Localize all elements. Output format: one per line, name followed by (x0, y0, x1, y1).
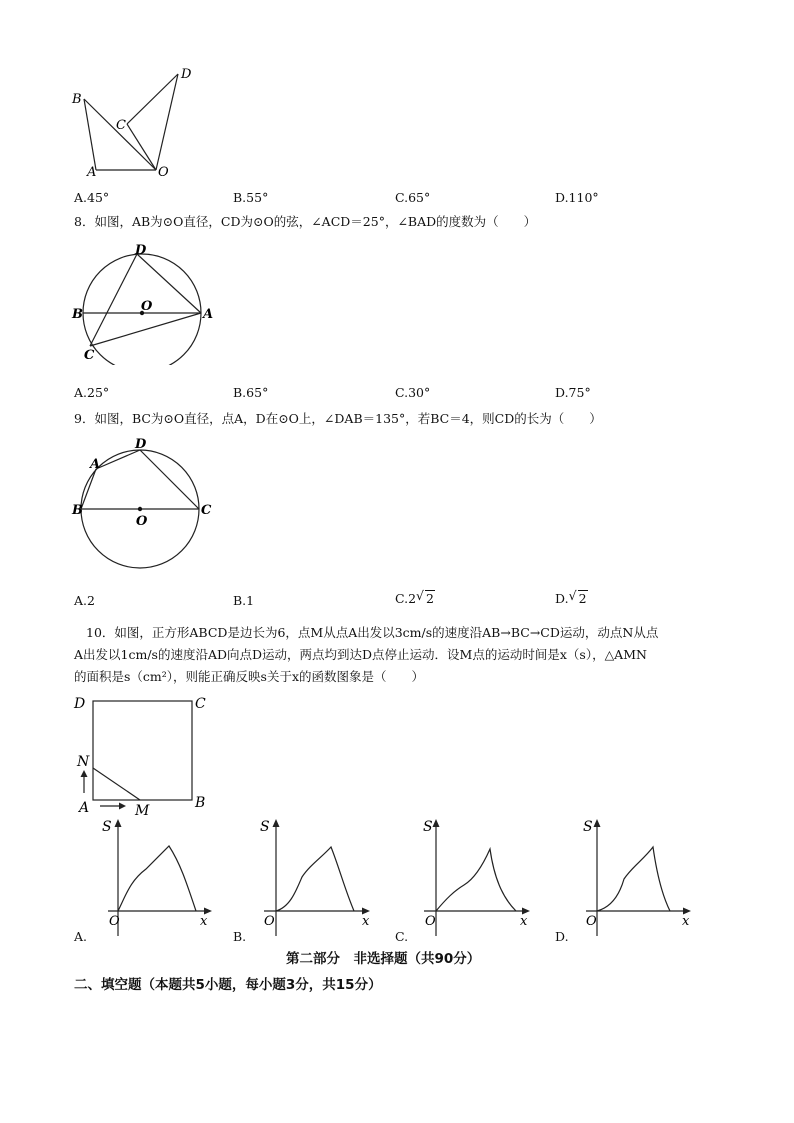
q8-text: 如图，AB为⊙O直径，CD为⊙O的弦，∠ACD＝25°，∠BAD的度数为（ ） (94, 214, 537, 229)
q9-option-d-label: D. (555, 591, 569, 606)
q9-option-b[interactable]: B.1 (233, 593, 255, 608)
section2-heading: 二、填空题（本题共5小题，每小题3分，共15分） (74, 977, 382, 993)
q10-number: 10． (86, 625, 115, 640)
graph-label-s: S (583, 819, 593, 835)
q8-option-c[interactable]: C.30° (395, 385, 431, 400)
q9-option-a[interactable]: A.2 (74, 593, 95, 608)
q9-label-c: C (201, 503, 212, 518)
q10-graph-b-curve (276, 847, 354, 911)
q10-option-c[interactable]: C. (395, 929, 409, 944)
right-arrow-icon (119, 803, 126, 810)
q10-line-3: 的面积是s（cm²），则能正确反映s关于x的函数图象是（ ） (74, 669, 424, 684)
q9-number: 9． (74, 411, 95, 426)
q10-label-a: A (79, 800, 90, 816)
up-arrow-icon (273, 819, 280, 827)
up-arrow-icon (115, 819, 122, 827)
q10-option-d[interactable]: D. (555, 929, 569, 944)
graph-label-o: O (425, 914, 436, 929)
part2-heading: 第二部分 非选择题（共90分） (286, 951, 481, 967)
q7-option-b[interactable]: B.55° (233, 190, 269, 205)
q9-chord-dc (140, 450, 199, 509)
up-arrow-icon (594, 819, 601, 827)
sqrt-symbol: √ 2 (568, 588, 587, 606)
up-arrow-icon (81, 770, 88, 777)
q10-graph-d (572, 815, 702, 940)
up-arrow-icon (433, 819, 440, 827)
q10-option-b[interactable]: B. (233, 929, 247, 944)
q10-graph-d-curve (597, 847, 670, 911)
q10-label-n: N (77, 754, 90, 770)
q10-line-1-text: 如图，正方形ABCD是边长为6，点M从点A出发以3cm/s的速度沿AB→BC→CD运动，动点N从点 (114, 625, 659, 640)
q10-square-figure (70, 690, 220, 820)
q10-segment-nm (93, 768, 140, 800)
q8-number: 8． (74, 214, 95, 229)
q8-option-a[interactable]: A.25° (74, 385, 110, 400)
q7-option-a[interactable]: A.45° (74, 190, 110, 205)
q7-label-d: D (181, 67, 192, 82)
q8-option-b[interactable]: B.65° (233, 385, 269, 400)
q7-option-c[interactable]: C.65° (395, 190, 431, 205)
q8-label-c: C (84, 348, 95, 363)
q7-figure (60, 60, 210, 185)
graph-label-o: O (264, 914, 275, 929)
q9-label-d: D (135, 437, 147, 452)
q8-label-o: O (141, 299, 153, 314)
q7-label-c: C (116, 118, 126, 133)
q8-chord-dc (90, 254, 137, 346)
q9-option-c-label: C.2 (395, 591, 417, 606)
q10-line-2: A出发以1cm/s的速度沿AD向点D运动，两点均到达D点停止运动．设M点的运动时间是x（s），△AMN (74, 647, 647, 662)
q9-option-d[interactable] (555, 588, 588, 606)
q8-label-d: D (135, 243, 147, 258)
q9-option-c-radicand: 2 (426, 591, 434, 606)
q10-graph-c-curve (436, 849, 516, 911)
q7-segment-do (156, 74, 178, 170)
q8-chord-ca (90, 313, 201, 346)
sqrt-symbol: √ 2 (416, 588, 434, 606)
q10-label-m: M (135, 803, 150, 819)
q7-segment-cd (127, 74, 178, 124)
q9-chord-ba (81, 469, 96, 509)
q10-graph-b (250, 815, 380, 940)
q10-stem (74, 622, 724, 688)
graph-label-s: S (423, 819, 433, 835)
q10-option-a[interactable]: A. (74, 929, 88, 944)
q10-graph-a (90, 815, 220, 940)
q10-graph-a-curve (118, 846, 196, 911)
q8-label-b: B (72, 307, 83, 322)
q10-label-b: B (195, 795, 206, 811)
q7-segment-co (127, 124, 156, 170)
q9-chord-ad (96, 450, 140, 469)
q8-figure (70, 240, 220, 365)
graph-label-x: x (682, 914, 690, 929)
q9-center-dot (138, 507, 142, 511)
q9-label-o: O (136, 514, 148, 529)
q9-figure (70, 435, 220, 570)
q9-option-c[interactable] (395, 588, 435, 606)
graph-label-x: x (520, 914, 528, 929)
q9-option-d-radicand: 2 (578, 591, 587, 606)
q10-line-1 (74, 622, 724, 644)
q8-stem (74, 212, 536, 232)
graph-label-o: O (586, 914, 597, 929)
q10-label-c: C (195, 696, 206, 712)
q9-label-a: A (90, 457, 101, 472)
q9-text: 如图，BC为⊙O直径，点A，D在⊙O上，∠DAB＝135°，若BC＝4，则CD的长为（ ） (94, 411, 602, 426)
q7-label-b: B (72, 92, 82, 107)
q7-label-a: A (87, 165, 97, 180)
q9-label-b: B (72, 503, 83, 518)
q9-stem (74, 409, 602, 429)
q8-label-a: A (203, 307, 214, 322)
q8-option-d[interactable]: D.75° (555, 385, 591, 400)
graph-label-x: x (200, 914, 208, 929)
graph-label-x: x (362, 914, 370, 929)
q10-graph-c (412, 815, 542, 940)
q10-label-d: D (74, 696, 86, 712)
q7-label-o: O (158, 165, 169, 180)
graph-label-s: S (102, 819, 112, 835)
q7-option-d[interactable]: D.110° (555, 190, 599, 205)
graph-label-o: O (109, 914, 120, 929)
graph-label-s: S (260, 819, 270, 835)
q10-square-abcd (93, 701, 192, 800)
